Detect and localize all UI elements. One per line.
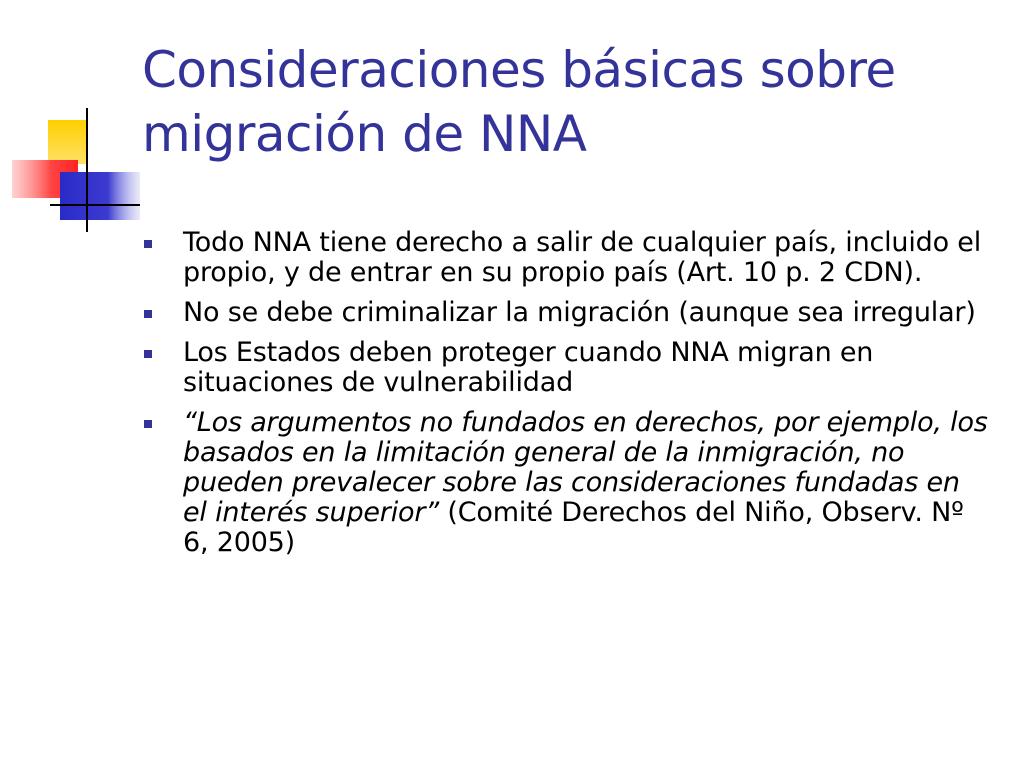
square-bullet-icon — [144, 420, 152, 428]
bullet-item — [140, 228, 990, 288]
bullet-text: Los Estados deben proteger cuando NNA migran en situaciones de vulnerabilidad — [183, 337, 874, 398]
bullet-item — [140, 338, 990, 398]
bullet-list — [140, 228, 990, 568]
office-theme-squares-icon — [0, 0, 150, 240]
citation-text: (Comité Derechos del Niño, Observ. Nº 6, 2005) — [183, 497, 964, 558]
bullet-text: No se debe criminalizar la migración (aunque sea irregular) — [183, 297, 976, 328]
square-bullet-icon — [144, 350, 152, 358]
bullet-item — [140, 298, 990, 328]
bullet-text: Todo NNA tiene derecho a salir de cualquier país, incluido el propio, y de entrar en su propio país (Art. 10 p. 2 CDN). — [183, 227, 981, 288]
quote-text: “Los argumentos no fundados en derechos, por ejemplo, los basados en la limitación general de la inmigración, no pueden prevalecer sobre las consideraciones fundadas en el interés superior” — [183, 407, 988, 528]
bullet-item — [140, 408, 990, 558]
square-bullet-icon — [144, 240, 152, 248]
square-bullet-icon — [144, 310, 152, 318]
slide-title: Consideraciones básicas sobre migración de NNA — [142, 41, 896, 163]
